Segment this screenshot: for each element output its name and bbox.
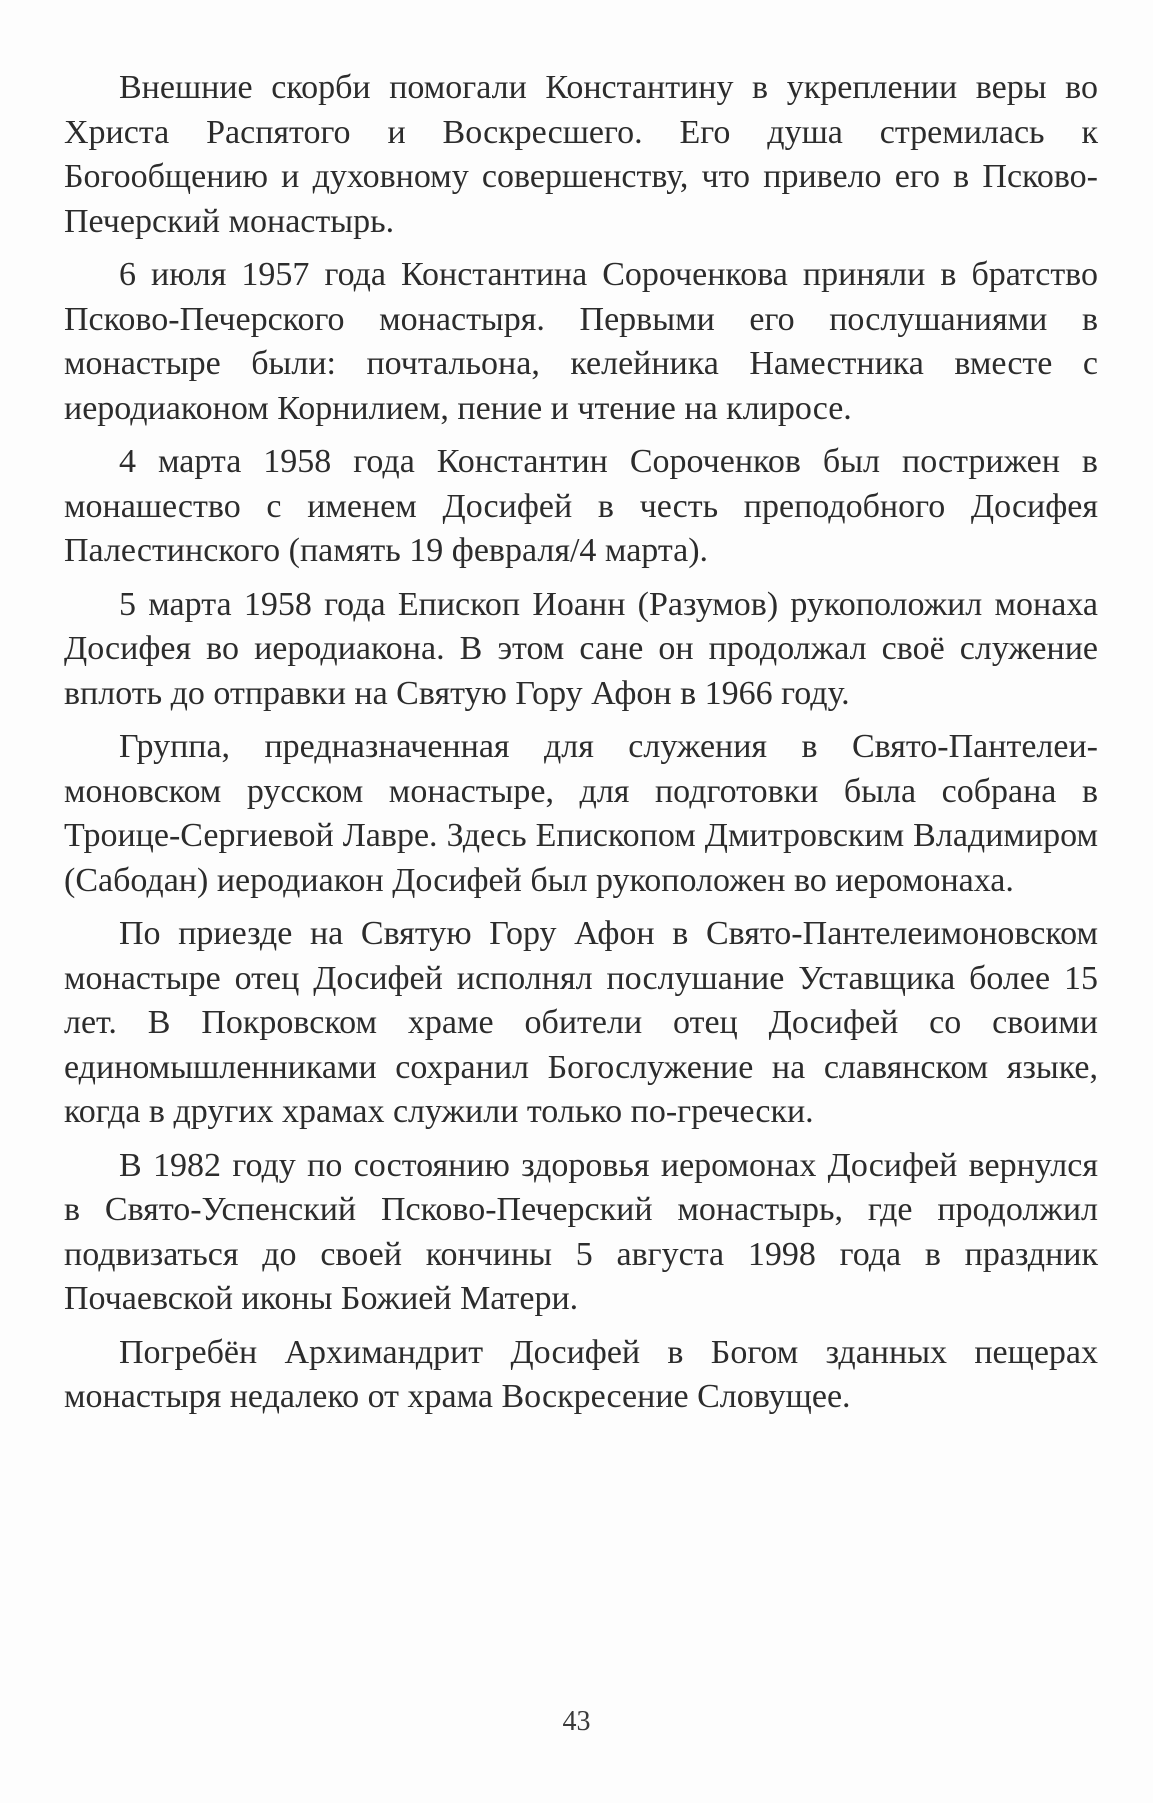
paragraph: Погребён Архимандрит Досифей в Богом зданных пещерах монастыря недалеко от храма Воскресение Словущее. — [64, 1333, 1098, 1415]
body-text — [64, 66, 1098, 1429]
paragraph: В 1982 году по состоянию здоровья иеромонах Досифей вернулся в Свято-Успенский Псково-Печерский монастырь, где продолжил подвизаться до своей кончины 5 августа 1998 года в праздник Почаевской иконы Божией Матери. — [64, 1146, 1098, 1317]
paragraph: 5 марта 1958 года Епископ Иоанн (Разумов) рукоположил монаха Досифея во иеродиакона. В этом сане он продолжал своё служение вплоть до отправки на Святую Гору Афон в 1966 году. — [64, 585, 1098, 712]
page-number: 43 — [562, 1706, 591, 1737]
paragraph: 4 марта 1958 года Константин Сороченков был пострижен в монашество с именем Досифей в честь преподобного Досифея Палестинского (память 19 февраля/4 марта). — [64, 443, 1098, 569]
paragraph: Группа, предназначенная для служения в Свято-Пантелеимоновском русском монастыре, для подготовки была собрана в Троице-Сергиевой Лавре. Здесь Епископом Дмитровским Владимиром (Сабодан) иеродиакон Досифей был рукоположен во иеромонаха. — [64, 728, 1098, 899]
paragraph: 6 июля 1957 года Константина Сороченкова приняли в братство Псково-Печерского монастыря. Первыми его послушаниями в монастыре были: почтальона, келейника Наместника вместе с иеродиаконом Корнилием, пение и чтение на клиросе. — [64, 256, 1098, 427]
paragraph: По приезде на Святую Гору Афон в Свято-Пантелеимоновском монастыре отец Досифей исполнял послушание Уставщика более 15 лет. В Покровском храме обители отец Досифей со своими единомышленниками сохранил Богослужение на славянском языке, когда в других храмах служили только по-гречески. — [64, 915, 1098, 1130]
paragraph: Внешние скорби помогали Константину в укреплении веры во Христа Распятого и Воскресшего. Его душа стремилась к Богообщению и духовному совершенству, что привело его в Псково-Печерский монастырь. — [64, 69, 1098, 240]
